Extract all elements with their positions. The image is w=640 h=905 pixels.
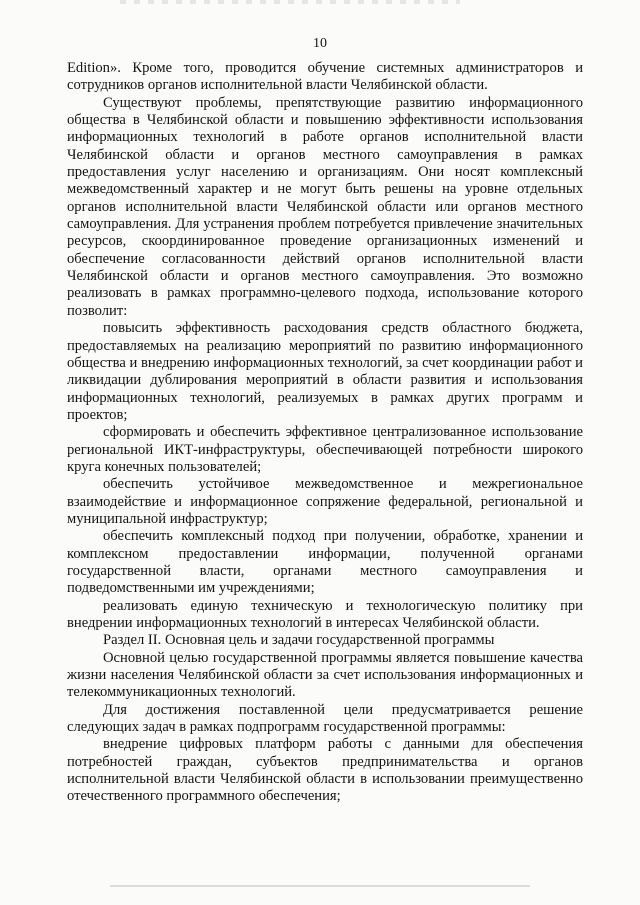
document-body (67, 60, 583, 806)
scan-artifact-bottom (110, 885, 530, 887)
paragraph-1: Edition». Кроме того, проводится обучение системных администраторов и сотрудников органов исполнительной власти Челябинской области. (67, 60, 583, 94)
paragraph-2: Существуют проблемы, препятствующие развитию информационного общества в Челябинской области и повышению эффективности использования информационных технологий в работе органов исполнительной власти Челябинской области и органов местного самоуправления в рамках предоставления услуг населению и организациям. Они носят комплексный межведомственный характер и не могут быть решены на уровне отдельных органов исполнительной власти Челябинской области или органов местного самоуправления. Для устранения проблем потребуется привлечение значительных ресурсов, скоординированное проведение организационных изменений и обеспечение согласованности действий органов исполнительной власти Челябинской области и органов местного самоуправления. Это возможно реализовать в рамках программно-целевого подхода, использование которого позволит: (67, 94, 583, 319)
paragraph-9: Для достижения поставленной цели предусматривается решение следующих задач в рамках подпрограмм государственной программы: (67, 701, 583, 736)
paragraph-10: внедрение цифровых платформ работы с данными для обеспечения потребностей граждан, субъектов предпринимательства и органов исполнительной власти Челябинской области в использовании преимущественно отечественного программного обеспечения; (67, 736, 583, 805)
paragraph-3: повысить эффективность расходования средств областного бюджета, предоставляемых на реализацию мероприятий по развитию информационного общества и внедрению информационных технологий, за счет координации работ и ликвидации дублирования мероприятий в области развития и использования информационных технологий, реализуемых в рамках других программ и проектов; (67, 320, 583, 423)
paragraph-5: обеспечить устойчивое межведомственное и межрегиональное взаимодействие и информационное сопряжение федеральной, региональной и муниципальной инфраструктур; (67, 476, 583, 527)
page-number: 10 (313, 36, 327, 51)
paragraph-8: Основной целью государственной программы является повышение качества жизни населения Челябинской области за счет использования информационных и телекоммуникационных технологий. (67, 649, 583, 701)
paragraph-4: сформировать и обеспечить эффективное централизованное использование региональной ИКТ-инфраструктуры, обеспечивающей потребности широкого круга конечных пользователей; (67, 424, 583, 475)
scan-artifact-top (120, 0, 460, 4)
paragraph-7: реализовать единую техническую и технологическую политику при внедрении информационных технологий в интересах Челябинской области. (67, 597, 583, 631)
section-heading: Раздел II. Основная цель и задачи государственной программы (103, 632, 495, 649)
paragraph-6: обеспечить комплексный подход при получении, обработке, хранении и комплексном предоставлении информации, полученной органами государственной власти, органами местного самоуправления и подведомственными им учреждениями; (67, 528, 583, 597)
